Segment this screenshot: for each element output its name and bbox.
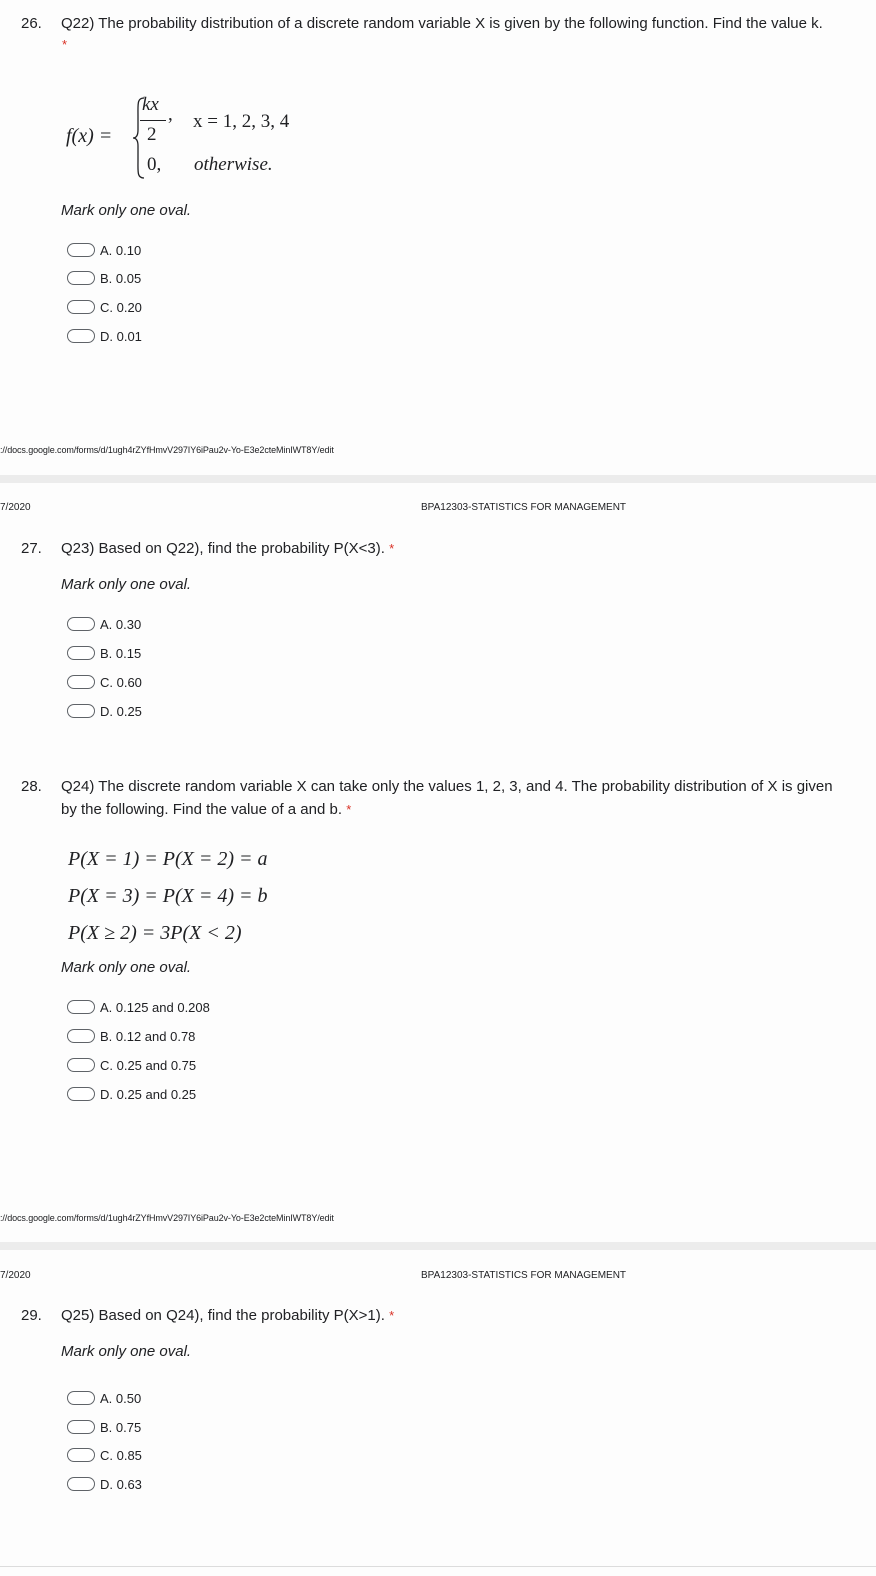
equation-2: P(X = 3) = P(X = 4) = b (68, 885, 268, 907)
option-radio[interactable] (67, 1027, 195, 1045)
fraction-bar (140, 120, 166, 121)
bottom-divider (0, 1566, 876, 1567)
option-label: C. 0.25 and 0.75 (100, 1057, 197, 1073)
oval-radio-icon[interactable] (67, 704, 95, 718)
question-number-29: 29. (21, 1307, 42, 1324)
page-header-date: 7/2020 (0, 502, 31, 513)
page-footer-url: ://docs.google.com/forms/d/1ugh4rZYfHmvV297IY6iPau2v-Yo-E3e2cteMinIWT8Y/edit (0, 1213, 334, 1223)
page-separator (0, 475, 876, 483)
option-radio[interactable] (67, 269, 141, 287)
option-radio[interactable] (67, 673, 142, 691)
option-label: D. 0.01 (100, 328, 142, 344)
option-radio[interactable] (67, 241, 141, 259)
option-label: A. 0.10 (100, 242, 142, 258)
question-number-26: 26. (21, 15, 42, 32)
oval-radio-icon[interactable] (67, 1391, 95, 1405)
fraction-denominator: 2 (147, 124, 157, 145)
oval-radio-icon[interactable] (67, 1029, 95, 1043)
oval-radio-icon[interactable] (67, 271, 95, 285)
question-text-28-line2 (61, 798, 351, 821)
question-text-27 (61, 537, 394, 560)
question-text: Q23) Based on Q22), find the probability P(X<3). (61, 540, 385, 557)
page-header-date: 7/2020 (0, 1270, 31, 1281)
pmf-formula (66, 92, 306, 182)
oval-radio-icon[interactable] (67, 617, 95, 631)
option-radio[interactable] (67, 644, 141, 662)
oval-radio-icon[interactable] (67, 1087, 95, 1101)
oval-radio-icon[interactable] (67, 300, 95, 314)
option-radio[interactable] (67, 1389, 141, 1407)
required-asterisk: * (389, 541, 395, 556)
option-label: A. 0.50 (100, 1390, 142, 1406)
option-label: B. 0.75 (100, 1419, 142, 1435)
oval-radio-icon[interactable] (67, 1058, 95, 1072)
oval-radio-icon[interactable] (67, 1448, 95, 1462)
instruction-text: Mark only one oval. (61, 576, 192, 593)
question-text: by the following. Find the value of a and b. (61, 801, 343, 818)
instruction-text: Mark only one oval. (61, 202, 192, 219)
option-label: D. 0.25 (100, 703, 142, 719)
option-radio[interactable] (67, 998, 210, 1016)
option-label: B. 0.05 (100, 270, 142, 286)
oval-radio-icon[interactable] (67, 329, 95, 343)
question-text-28-line1: Q24) The discrete random variable X can take only the values 1, 2, 3, and 4. The probability distribution of X is given (61, 778, 833, 795)
required-asterisk: * (62, 37, 68, 52)
equation-3: P(X ≥ 2) = 3P(X < 2) (68, 922, 242, 944)
page-header-title: BPA12303-STATISTICS FOR MANAGEMENT (421, 502, 627, 513)
oval-radio-icon[interactable] (67, 1000, 95, 1014)
page-separator (0, 1242, 876, 1250)
case2-condition: otherwise. (194, 154, 273, 175)
question-text: Q25) Based on Q24), find the probability P(X>1). (61, 1307, 385, 1324)
formula-lhs: f(x) = (66, 125, 113, 147)
required-asterisk: * (346, 802, 352, 817)
option-radio[interactable] (67, 1475, 142, 1493)
fraction-comma: , (168, 104, 173, 125)
option-radio[interactable] (67, 615, 141, 633)
option-label: B. 0.15 (100, 645, 142, 661)
oval-radio-icon[interactable] (67, 1477, 95, 1491)
option-label: C. 0.20 (100, 299, 142, 315)
oval-radio-icon[interactable] (67, 1420, 95, 1434)
option-label: A. 0.125 and 0.208 (100, 999, 210, 1015)
question-number-27: 27. (21, 540, 42, 557)
case1-condition: x = 1, 2, 3, 4 (193, 111, 290, 132)
option-label: D. 0.63 (100, 1476, 142, 1492)
option-radio[interactable] (67, 327, 142, 345)
option-radio[interactable] (67, 1418, 141, 1436)
equation-1: P(X = 1) = P(X = 2) = a (68, 848, 268, 870)
option-radio[interactable] (67, 298, 142, 316)
page-header-title: BPA12303-STATISTICS FOR MANAGEMENT (421, 1270, 627, 1281)
instruction-text: Mark only one oval. (61, 1343, 192, 1360)
option-radio[interactable] (67, 1056, 196, 1074)
oval-radio-icon[interactable] (67, 646, 95, 660)
option-label: B. 0.12 and 0.78 (100, 1028, 196, 1044)
option-label: A. 0.30 (100, 616, 142, 632)
oval-radio-icon[interactable] (67, 675, 95, 689)
option-radio[interactable] (67, 702, 142, 720)
oval-radio-icon[interactable] (67, 243, 95, 257)
option-radio[interactable] (67, 1446, 142, 1464)
option-radio[interactable] (67, 1085, 196, 1103)
question-text-26: Q22) The probability distribution of a discrete random variable X is given by the following function. Find the value k. (61, 15, 823, 32)
question-number-28: 28. (21, 778, 42, 795)
required-asterisk: * (389, 1308, 395, 1323)
fraction-numerator: kx (142, 94, 159, 115)
case2-value: 0, (147, 154, 162, 175)
option-label: C. 0.85 (100, 1447, 142, 1463)
instruction-text: Mark only one oval. (61, 959, 192, 976)
page-footer-url: ://docs.google.com/forms/d/1ugh4rZYfHmvV297IY6iPau2v-Yo-E3e2cteMinIWT8Y/edit (0, 445, 334, 455)
question-text-29 (61, 1304, 394, 1327)
option-label: D. 0.25 and 0.25 (100, 1086, 197, 1102)
option-label: C. 0.60 (100, 674, 142, 690)
